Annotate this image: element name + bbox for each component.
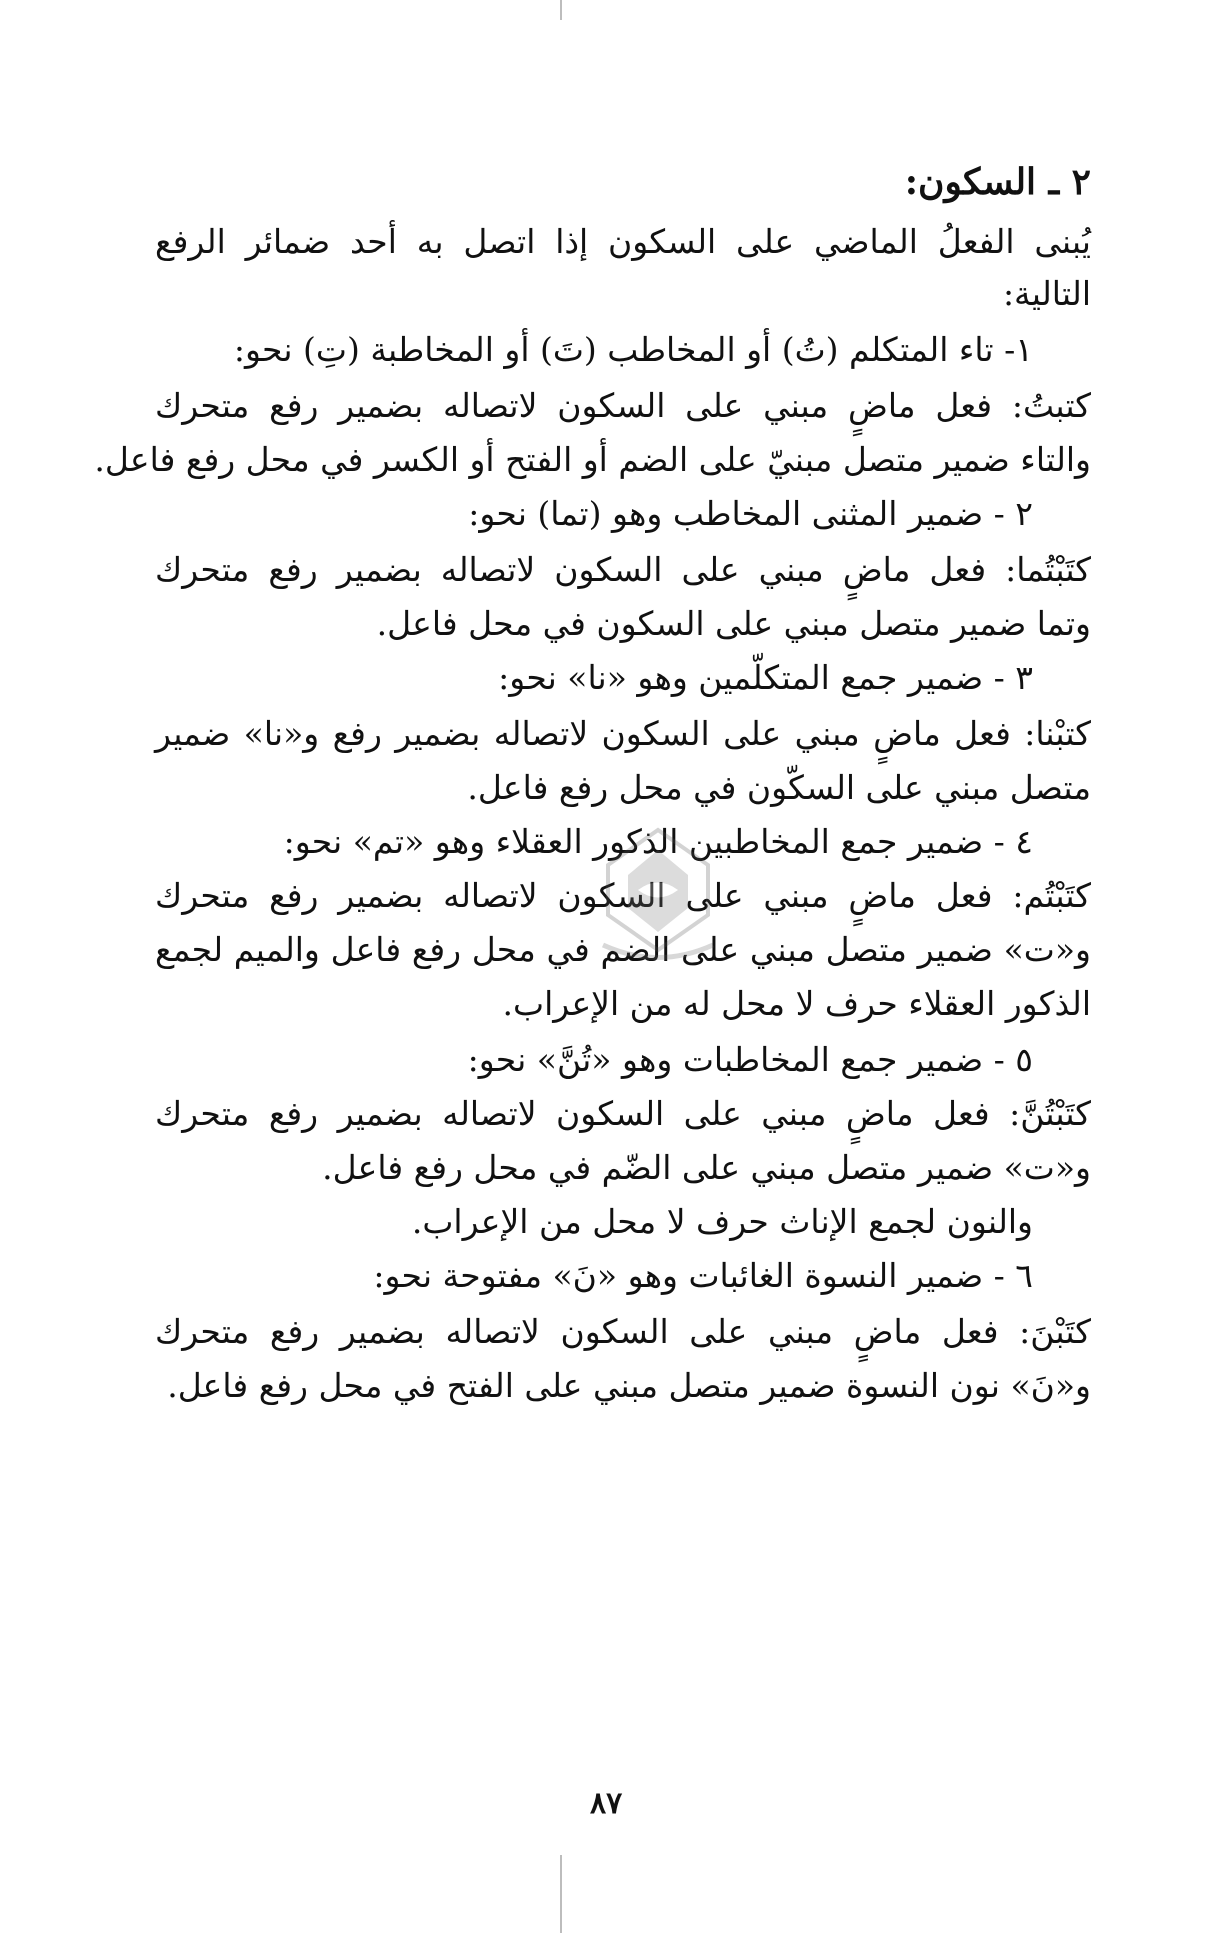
list-item-3: ٣ - ضمير جمع المتكلّمين وهو «نا» نحو:	[498, 658, 1033, 697]
example-line: كتبتُ: فعل ماضٍ مبني على السكون لاتصاله بضمير رفع متحرك	[155, 386, 1091, 425]
example-line: و«ت» ضمير متصل مبني على الضم في محل رفع فاعل والميم لجمع	[155, 930, 1091, 969]
example-line: كتَبْتُم: فعل ماضٍ مبني على السكون لاتصاله بضمير رفع متحرك	[155, 876, 1091, 915]
example-line: و«ت» ضمير متصل مبني على الضّم في محل رفع فاعل.	[322, 1148, 1091, 1187]
list-item-5: ٥ - ضمير جمع المخاطبات وهو «تُنَّ» نحو:	[467, 1040, 1033, 1079]
example-line: و«نَ» نون النسوة ضمير متصل مبني على الفتح في محل رفع فاعل.	[167, 1366, 1091, 1405]
list-item-1: ١- تاء المتكلم (تُ) أو المخاطب (تَ) أو المخاطبة (تِ) نحو:	[233, 330, 1033, 369]
paragraph-line: التالية:	[1002, 274, 1091, 313]
example-line: كتبْنا: فعل ماضٍ مبني على السكون لاتصاله بضمير رفع و«نا» ضمير	[155, 714, 1091, 753]
example-line: كتَبْتُما: فعل ماضٍ مبني على السكون لاتصاله بضمير رفع متحرك	[155, 550, 1091, 589]
example-line: كتَبْنَ: فعل ماضٍ مبني على السكون لاتصاله بضمير رفع متحرك	[155, 1312, 1091, 1351]
paragraph-line: يُبنى الفعلُ الماضي على السكون إذا اتصل به أحد ضمائر الرفع	[155, 222, 1091, 261]
binding-mark-top	[560, 0, 562, 20]
example-line: وتما ضمير متصل مبني على السكون في محل فاعل.	[376, 604, 1091, 643]
example-line: الذكور العقلاء حرف لا محل له من الإعراب.	[502, 984, 1091, 1023]
list-item-4: ٤ - ضمير جمع المخاطبين الذكور العقلاء وهو «تم» نحو:	[283, 822, 1033, 861]
list-item-6: ٦ - ضمير النسوة الغائبات وهو «نَ» مفتوحة نحو:	[373, 1256, 1033, 1295]
example-line: كتَبْتُنَّ: فعل ماضٍ مبني على السكون لاتصاله بضمير رفع متحرك	[155, 1094, 1091, 1133]
example-line: والتاء ضمير متصل مبنيّ على الضم أو الفتح أو الكسر في محل رفع فاعل.	[94, 440, 1091, 479]
list-item-2: ٢ - ضمير المثنى المخاطب وهو (تما) نحو:	[468, 494, 1033, 533]
binding-mark-bottom	[560, 1855, 562, 1933]
watermark-seal	[588, 820, 728, 970]
note-line: والنون لجمع الإناث حرف لا محل من الإعراب.	[411, 1202, 1033, 1241]
example-line: متصل مبني على السكّون في محل رفع فاعل.	[467, 768, 1091, 807]
section-heading: ٢ ـ السكون:	[904, 161, 1091, 203]
page-number: ٨٧	[590, 1786, 623, 1821]
